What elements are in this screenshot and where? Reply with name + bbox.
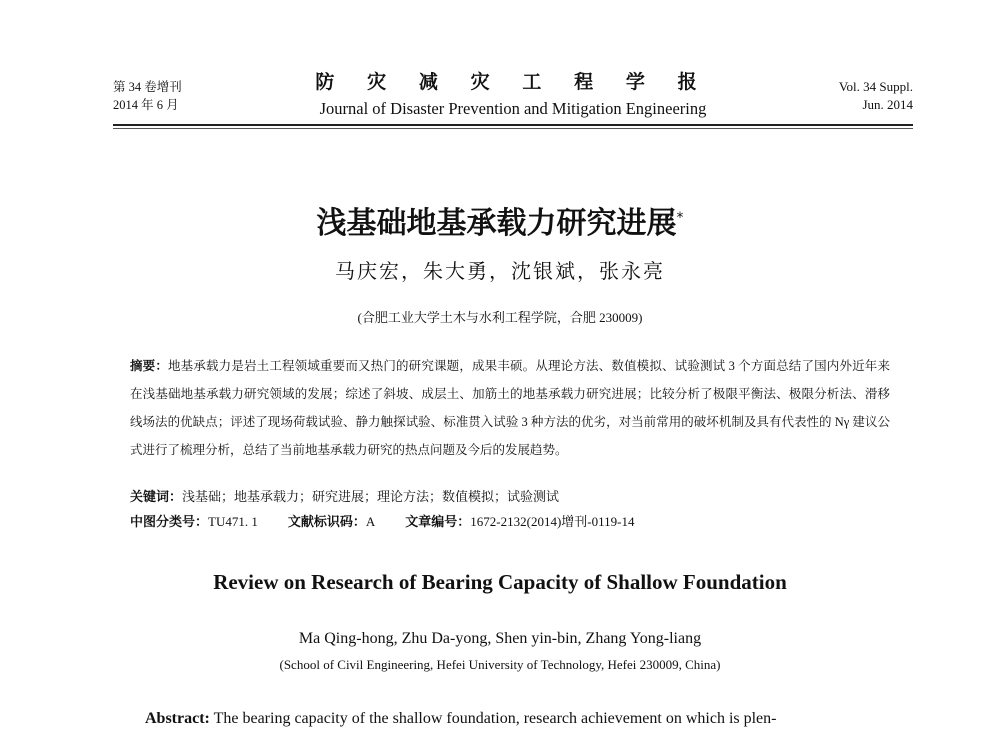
- paper-title-cn-text: 浅基础地基承载力研究进展: [316, 206, 677, 241]
- header-rule-thin: [113, 128, 913, 129]
- authors-cn: 马庆宏，朱大勇，沈银斌，张永亮: [335, 261, 665, 283]
- abstract-en-label: Abstract:: [145, 710, 210, 727]
- header-center: [113, 70, 913, 120]
- journal-title-en: Journal of Disaster Prevention and Mitigation Engineering: [319, 99, 707, 118]
- article-no-label: 文章编号：: [405, 514, 471, 529]
- doc-code-value: A: [365, 514, 376, 529]
- abstract-cn-label: 摘要：: [130, 359, 168, 373]
- title-footnote-mark: *: [676, 210, 684, 226]
- clc-value: TU471. 1: [208, 514, 258, 529]
- keywords-cn: [130, 486, 890, 508]
- header-rule-thick: [113, 124, 913, 126]
- doc-code-label: 文献标识码：: [287, 514, 366, 529]
- paper-title-cn: [0, 198, 1000, 244]
- abstract-en: [145, 708, 905, 730]
- keywords-label: 关键词：: [130, 489, 183, 504]
- affiliation-cn: (合肥工业大学土木与水利工程学院，合肥 230009): [357, 310, 643, 325]
- journal-header: [113, 68, 913, 128]
- keywords-text: 浅基础；地基承载力；研究进展；理论方法；数值模拟；试验测试: [182, 489, 560, 504]
- header-right: [839, 78, 913, 114]
- paper-title-en: Review on Research of Bearing Capacity of Shallow Foundation: [213, 570, 787, 594]
- authors-en: Ma Qing-hong, Zhu Da-yong, Shen yin-bin, Zhang Yong-liang: [298, 630, 702, 647]
- classification-line: [130, 511, 890, 533]
- article-no-value: 1672-2132(2014)增刊-0119-14: [470, 514, 635, 529]
- volume-en: Vol. 34 Suppl.: [838, 79, 913, 94]
- date-en: Jun. 2014: [862, 97, 913, 112]
- volume-cn: 第 34 卷增刊: [113, 80, 182, 94]
- date-cn: 2014 年 6 月: [113, 98, 179, 112]
- abstract-cn-text: 地基承载力是岩土工程领域重要而又热门的研究课题，成果丰硕。从理论方法、数值模拟、试验测试 3 个方面总结了国内外近年来在浅基础地基承载力研究领域的发展；综述了斜坡、成层土、加筋土的地基承载力研究进展；比较分析了极限平衡法、极限分析法、滑移线场法的优缺点；评述了现场荷载试验、静力触探试验、标准贯入试验 3 种方法的优劣，对当前常用的破坏机制及具有代表性的 Nγ 建议公式进行了梳理分析，总结了当前地基承载力研究的热点问题及今后的发展趋势。: [130, 359, 890, 457]
- journal-title-cn: 防 灾 减 灾 工 程 学 报: [315, 72, 711, 93]
- abstract-en-text: The bearing capacity of the shallow foundation, research achievement on which is plen-: [209, 710, 777, 727]
- clc-label: 中图分类号：: [130, 514, 209, 529]
- abstract-cn: [130, 352, 890, 464]
- affiliation-en: (School of Civil Engineering, Hefei University of Technology, Hefei 230009, China): [279, 657, 721, 672]
